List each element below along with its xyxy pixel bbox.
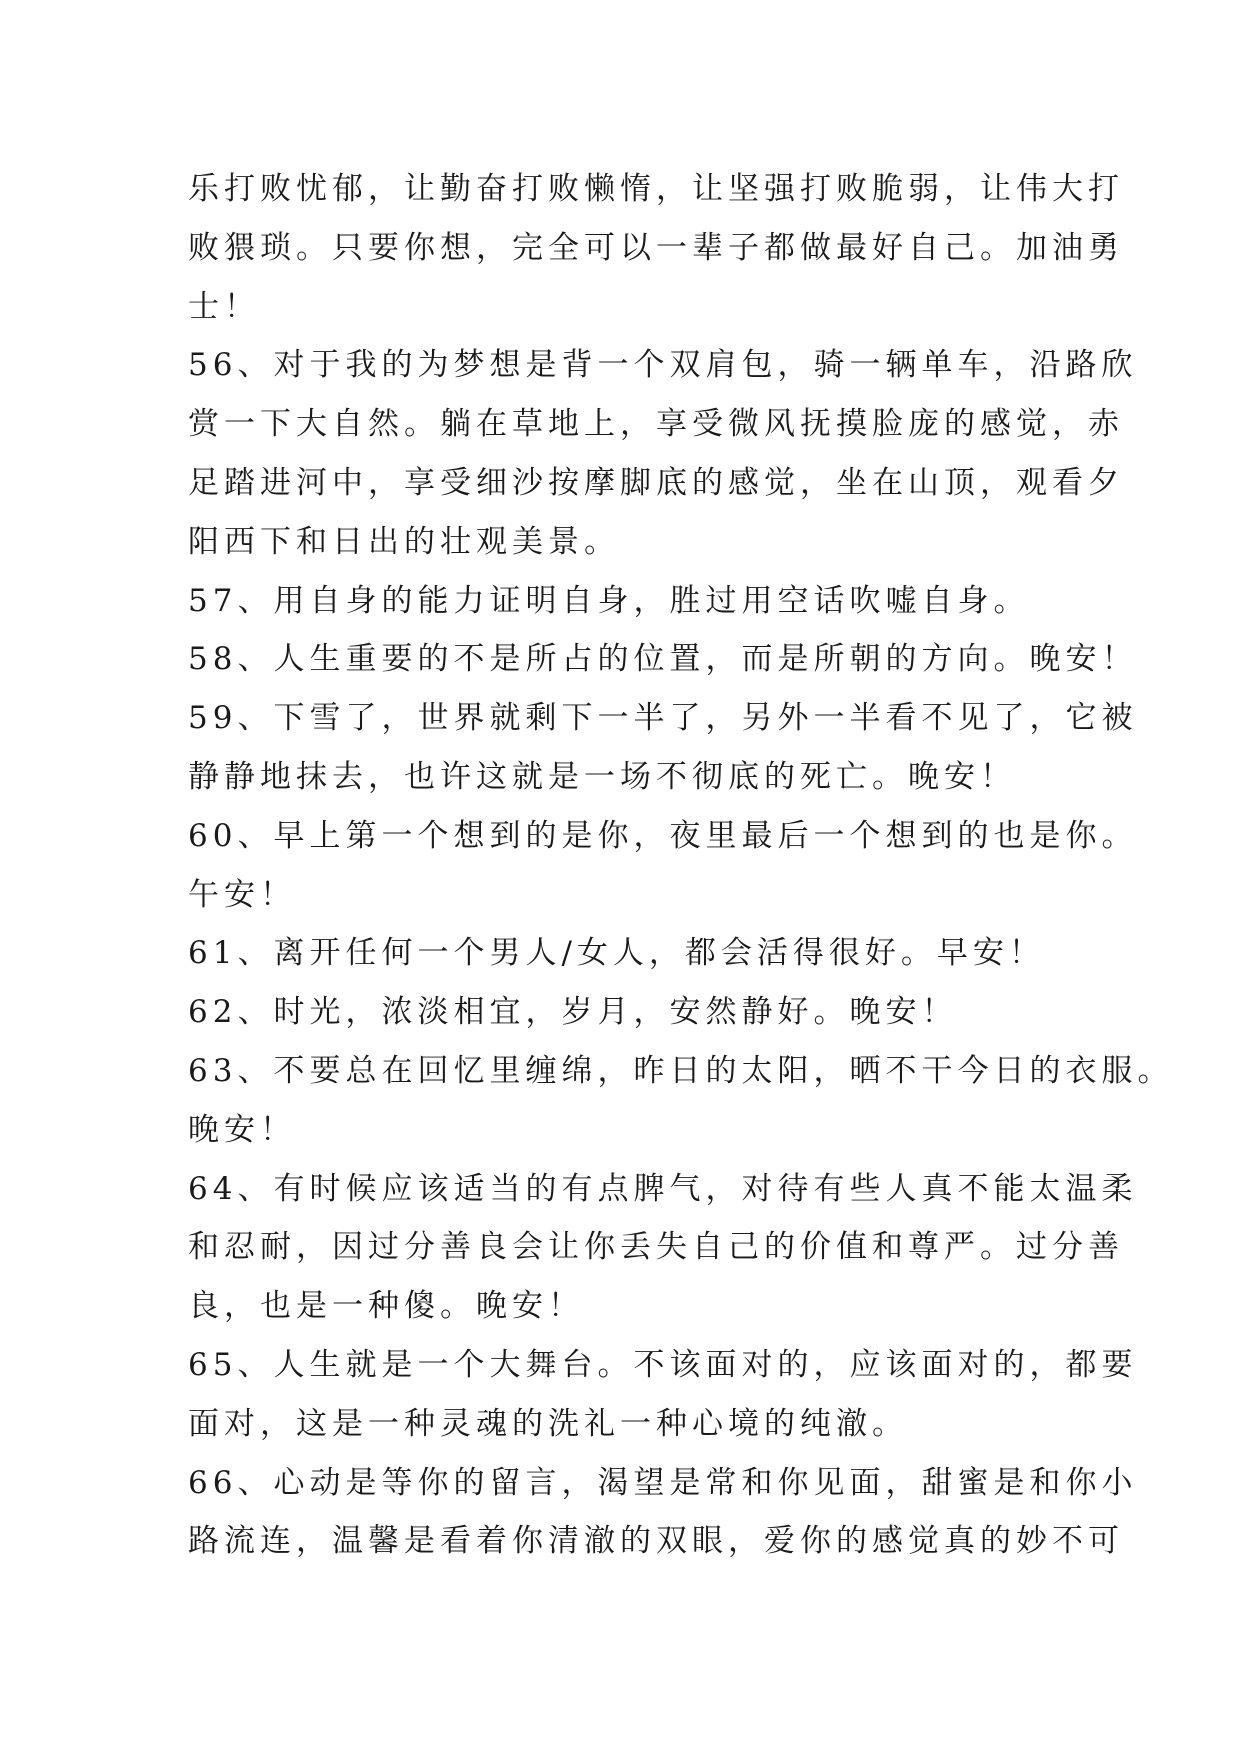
text-line: 赏一下大自然。躺在草地上，享受微风抚摸脸庞的感觉，赤 xyxy=(188,406,1124,443)
text-line: 59、下雪了，世界就剩下一半了，另外一半看不见了，它被 xyxy=(188,700,1138,737)
body-text xyxy=(188,160,1174,1571)
text-line: 64、有时候应该适当的有点脾气，对待有些人真不能太温柔 xyxy=(188,1170,1138,1207)
text-line: 静静地抹去，也许这就是一场不彻底的死亡。晚安！ xyxy=(188,758,1016,795)
text-line: 65、人生就是一个大舞台。不该面对的，应该面对的，都要 xyxy=(188,1346,1138,1383)
text-line: 62、时光，浓淡相宜，岁月，安然静好。晚安！ xyxy=(188,994,958,1031)
text-line: 58、人生重要的不是所占的位置，而是所朝的方向。晚安！ xyxy=(188,641,1138,678)
text-line: 士！ xyxy=(188,288,260,325)
text-line: 57、用自身的能力证明自身，胜过用空话吹嘘自身。 xyxy=(188,582,1030,619)
text-line: 午安！ xyxy=(188,876,296,913)
text-line: 61、离开任何一个男人/女人，都会活得很好。早安！ xyxy=(188,935,1045,972)
text-line: 面对，这是一种灵魂的洗礼一种心境的纯澈。 xyxy=(188,1405,908,1442)
text-line: 足踏进河中，享受细沙按摩脚底的感觉，坐在山顶，观看夕 xyxy=(188,464,1124,501)
text-line: 和忍耐，因过分善良会让你丢失自己的价值和尊严。过分善 xyxy=(188,1229,1124,1266)
text-line: 56、对于我的为梦想是背一个双肩包，骑一辆单车，沿路欣 xyxy=(188,347,1138,384)
text-line: 乐打败忧郁，让勤奋打败懒惰，让坚强打败脆弱，让伟大打 xyxy=(188,171,1124,207)
text-line: 败猥琐。只要你想，完全可以一辈子都做最好自己。加油勇 xyxy=(188,229,1124,266)
text-line: 阳西下和日出的壮观美景。 xyxy=(188,523,620,560)
text-line: 63、不要总在回忆里缠绵，昨日的太阳，晒不干今日的衣服。 xyxy=(188,1052,1174,1089)
text-line: 60、早上第一个想到的是你，夜里最后一个想到的也是你。 xyxy=(188,817,1138,854)
text-line: 66、心动是等你的留言，渴望是常和你见面，甜蜜是和你小 xyxy=(188,1464,1138,1501)
text-line: 路流连，温馨是看着你清澈的双眼，爱你的感觉真的妙不可 xyxy=(188,1523,1124,1560)
text-line: 晚安！ xyxy=(188,1111,296,1148)
text-line: 良，也是一种傻。晚安！ xyxy=(188,1288,584,1325)
